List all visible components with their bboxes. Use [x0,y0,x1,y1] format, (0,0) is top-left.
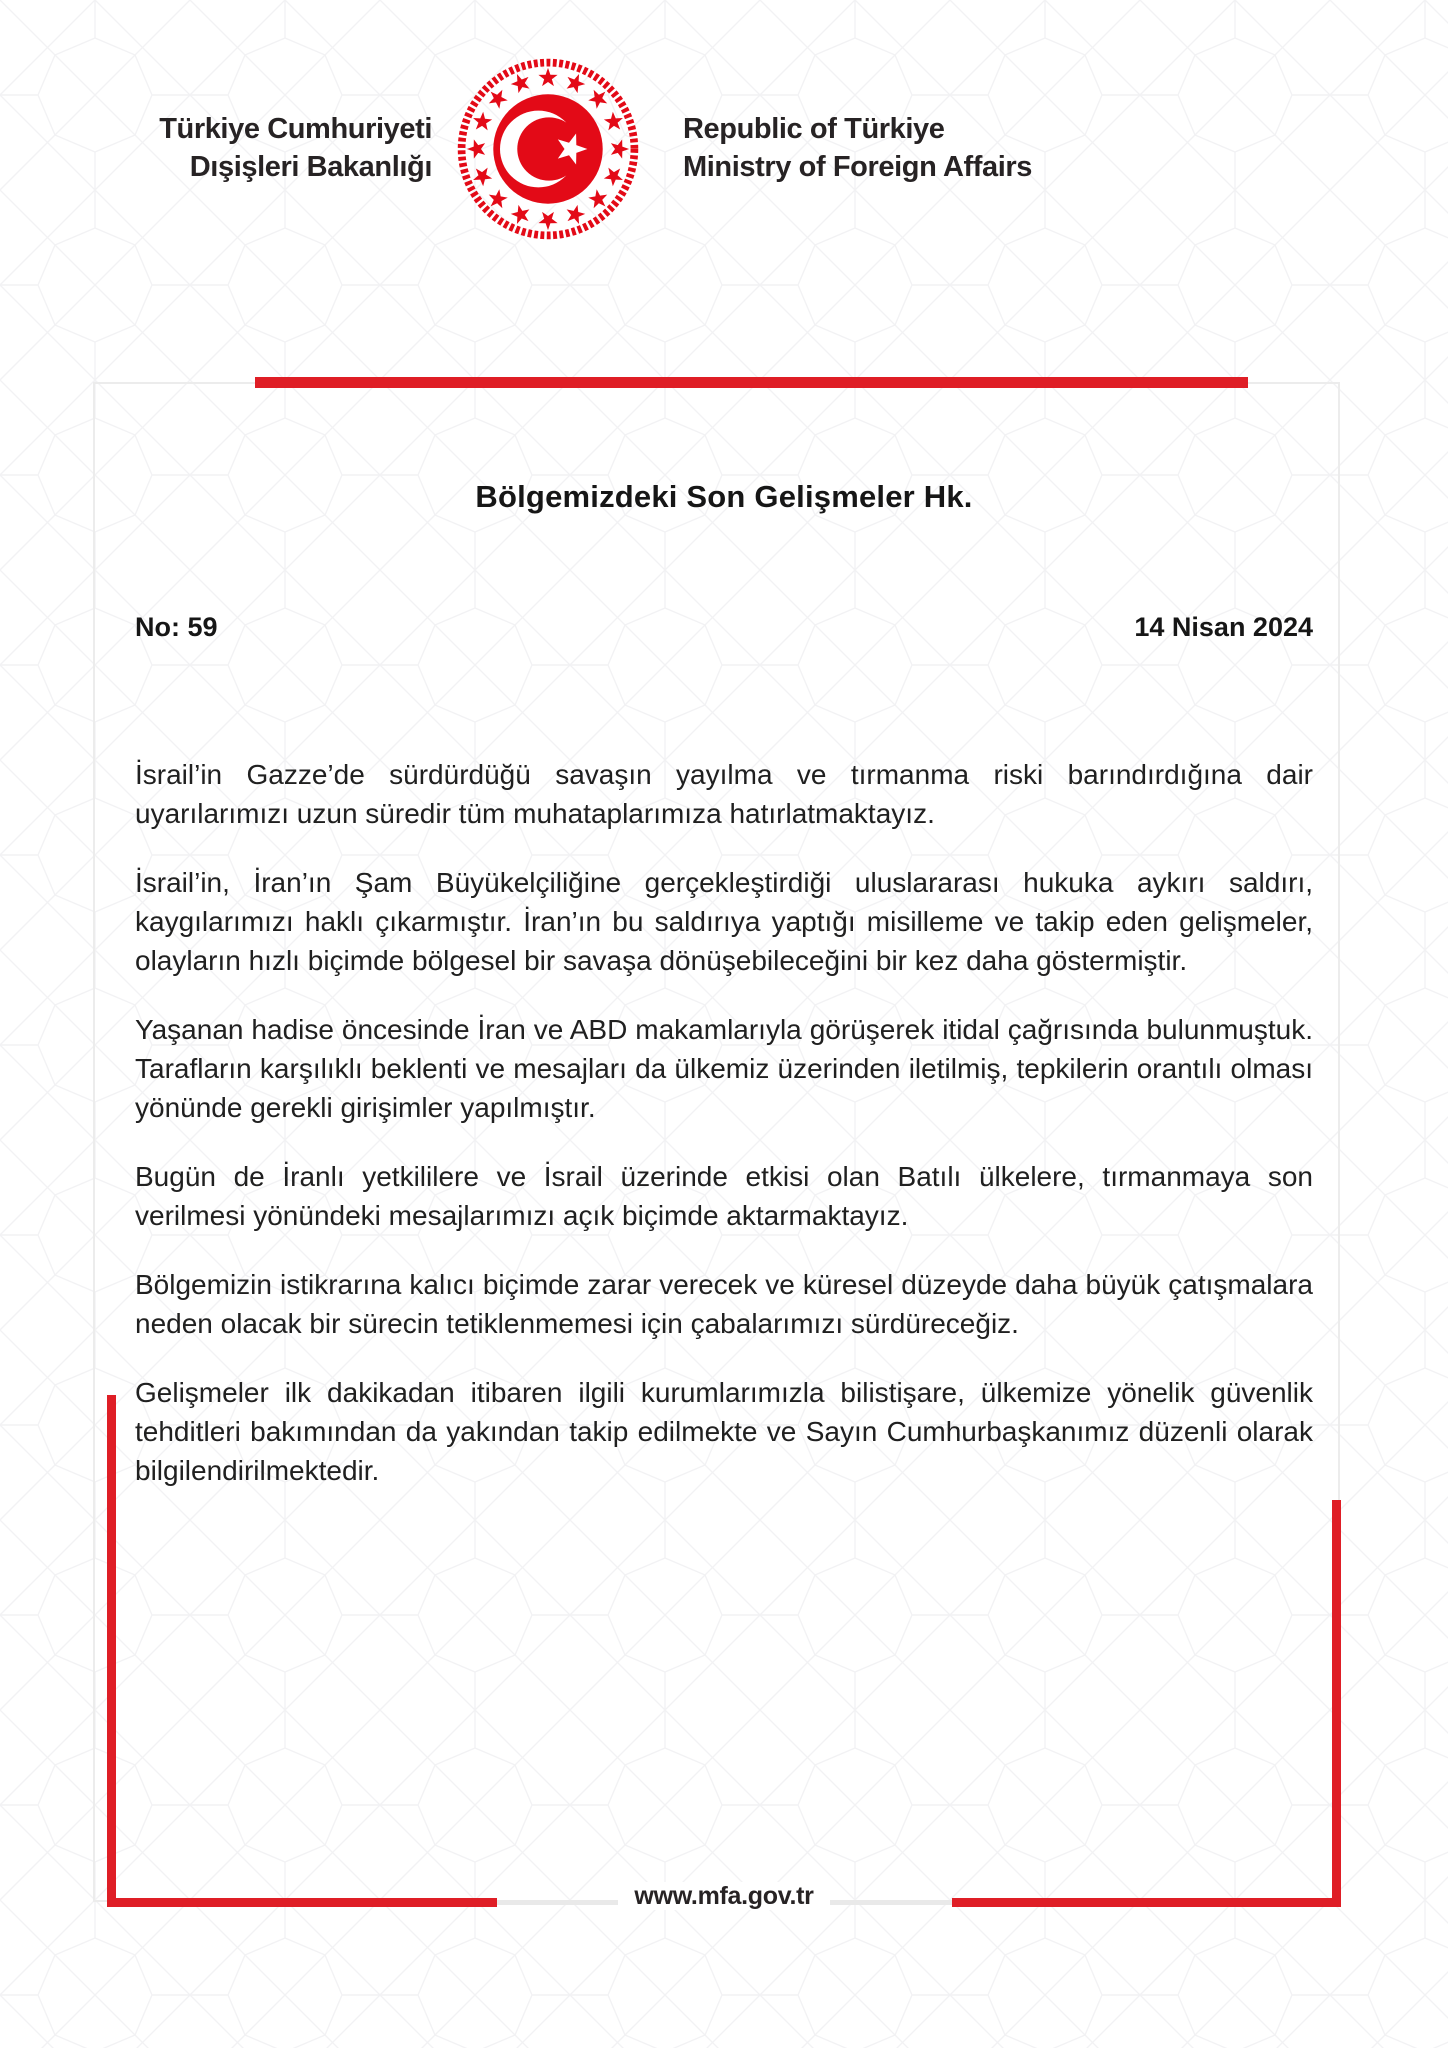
org-name-english-line2: Ministry of Foreign Affairs [683,151,1033,183]
bottom-right-accent-vertical [1332,1500,1341,1907]
document-number: No: 59 [135,612,218,642]
org-name-turkish-line1: Türkiye Cumhuriyeti [159,113,432,145]
body-paragraph: Bugün de İranlı yetkililere ve İsrail üzerinde etkisi olan Batılı ülkelere, tırmanmaya son verilmesi yönündeki mesajlarımızı açık biçimde aktarmaktayız. [135,1161,1313,1231]
document-title: Bölgemizdeki Son Gelişmeler Hk. [475,478,973,514]
org-name-turkish-line2: Dışişleri Bakanlığı [189,151,432,183]
mfa-emblem-icon [452,53,644,245]
bottom-left-accent-vertical [107,1395,116,1907]
org-name-english-line1: Republic of Türkiye [683,113,945,145]
document-meta [135,612,1313,643]
document-date: 14 Nisan 2024 [1134,612,1313,642]
body-paragraph: Bölgemizin istikrarına kalıcı biçimde zarar verecek ve küresel düzeyde daha büyük çatışmalara neden olacak bir sürecin tetiklenmemesi için çabalarımızı sürdüreceğiz. [135,1269,1313,1339]
org-name-turkish [159,110,432,186]
footer [0,1882,1448,1911]
document-body [135,755,1313,1520]
body-paragraph: İsrail’in Gazze’de sürdürdüğü savaşın yayılma ve tırmanma riski barındırdığına dair uyarılarımızı uzun süredir tüm muhataplarımıza hatırlatmaktayız. [135,759,1313,829]
top-accent-bar [255,377,1248,388]
body-paragraph: Gelişmeler ilk dakikadan itibaren ilgili kurumlarımızla bilistişare, ülkemize yönelik güvenlik tehditleri bakımından da yakından takip edilmekte ve Sayın Cumhurbaşkanımız düzenli olarak bilgilendirilmektedir. [135,1377,1313,1486]
body-paragraph: İsrail’in, İran’ın Şam Büyükelçiliğine gerçekleştirdiği uluslararası hukuka aykırı saldırı, kaygılarımızı haklı çıkarmıştır. İran’ın bu saldırıya yaptığı misilleme ve takip eden gelişmeler, olayların hızlı biçimde bölgesel bir savaşa dönüşebileceğini bir kez daha göstermiştir. [135,867,1313,976]
org-name-english [683,110,1032,186]
website-url: www.mfa.gov.tr [618,1882,829,1910]
body-paragraph: Yaşanan hadise öncesinde İran ve ABD makamlarıyla görüşerek itidal çağrısında bulunmuştuk. Tarafların karşılıklı beklenti ve mesajları da ülkemiz üzerinden iletilmiş, tepkilerin orantılı olması yönünde gerekli girişimler yapılmıştır. [135,1014,1313,1123]
